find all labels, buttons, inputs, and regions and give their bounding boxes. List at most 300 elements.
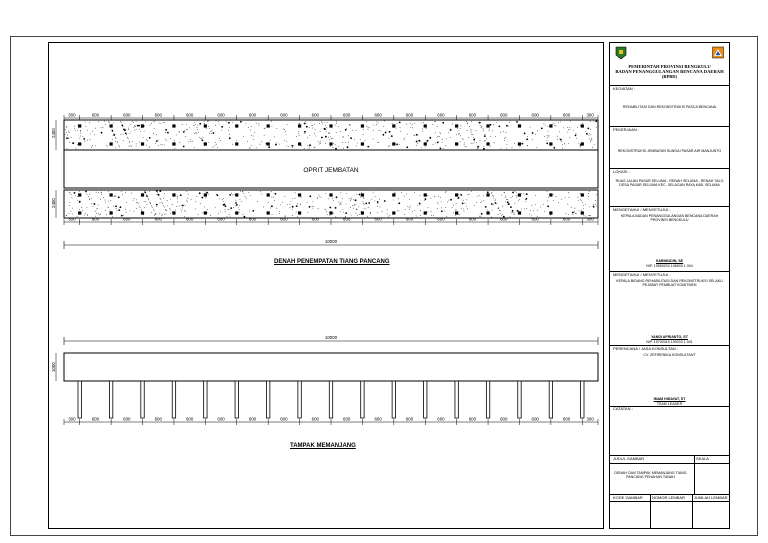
stipple-dot [505,202,506,203]
stipple-dot [351,215,352,216]
stipple-dot [292,209,293,210]
stipple-dot [154,121,155,122]
stipple-dot [214,145,215,146]
stipple-dot [279,144,280,145]
stipple-dot [524,133,526,135]
stipple-dot [340,204,341,205]
stipple-dot [131,132,132,133]
stipple-dot [467,123,468,124]
stipple-dot [284,140,285,141]
stipple-dot [471,130,472,131]
stipple-dot [209,128,210,129]
stipple-dot [414,123,415,124]
stipple-dot [399,211,400,212]
stipple-dot [483,195,484,196]
stipple-dot [596,206,597,207]
stipple-dot [479,216,480,217]
stipple-dot [263,207,264,208]
stipple-dot [165,209,166,210]
stipple-dot [589,206,590,207]
stipple-dot [147,204,148,205]
judul-value: DENAH DAN TAMPAK MEMANJANG TIANG PANCANG PENAHAN TANAH [614,471,687,480]
stipple-dot [380,207,381,208]
stipple-dot [474,142,475,143]
stipple-dot [410,127,411,128]
stipple-dot [107,147,108,148]
stipple-dot [67,148,68,149]
stipple-dot [420,141,421,142]
stipple-dot [512,196,513,197]
pekerjaan-value: REKONSTRUKSI JEMBATAN SUNGAI PASAR AIR MANJUNTO [617,149,722,153]
stipple-dot [548,197,549,198]
stipple-dot [252,210,254,212]
stipple-dot [257,201,258,202]
stipple-dot [134,211,135,212]
stipple-dot [589,133,590,134]
stipple-dot [249,211,250,212]
stipple-dot [195,209,196,210]
stipple-dot [84,215,85,216]
pile-marker [110,142,113,145]
stipple-dot [256,147,257,148]
stipple-dot [72,197,73,198]
stipple-dot [163,122,164,123]
stipple-dot [290,207,291,208]
stipple-dot [354,140,355,141]
stipple-dot [398,198,399,199]
stipple-dot [320,143,321,144]
stipple-dot [77,130,78,131]
stipple-dot [426,128,427,129]
pile-marker [298,193,301,196]
stipple-dot [264,135,265,136]
stipple-dot [580,147,581,148]
stipple-dot [338,146,339,147]
stipple-dot [272,126,273,127]
stipple-dot [476,142,477,143]
stipple-dot [480,125,481,126]
stipple-dot [440,132,441,133]
stipple-dot [74,128,75,129]
stipple-dot [485,140,486,141]
stipple-dot [87,215,88,216]
stipple-dot [409,207,410,208]
stipple-dot [304,131,306,133]
stipple-dot [499,126,501,128]
pile-marker [78,193,81,196]
stipple-dot [420,210,421,211]
stipple-dot [452,124,453,125]
stipple-dot [325,209,326,210]
elev-dim-label: 300 [586,416,594,422]
stipple-dot [134,125,135,126]
stipple-dot [98,121,99,122]
stipple-dot [346,193,347,194]
plan-mid-dim-label: 600 [500,216,508,222]
stipple-dot [194,122,195,123]
stipple-dot [300,204,301,205]
stipple-dot [203,212,204,213]
stipple-dot [485,134,486,135]
plan-bottom-height-label: 2400 [51,198,56,208]
stipple-dot [493,196,494,197]
stipple-dot [136,208,137,209]
stipple-dot [340,211,341,212]
stipple-dot [388,217,389,218]
stipple-dot [592,139,593,140]
stipple-dot [183,146,185,148]
stipple-dot [325,143,326,144]
stipple-dot [494,142,495,143]
stipple-dot [505,197,506,198]
plan-mid-dim-label: 600 [280,216,288,222]
pile-shaft [329,381,332,418]
stipple-dot [422,131,423,132]
stipple-dot [506,126,507,127]
stipple-dot [230,216,231,217]
stipple-dot [77,144,78,145]
stipple-dot [342,198,343,199]
stipple-dot [205,192,206,193]
stipple-dot [442,122,444,124]
stipple-dot [420,205,421,206]
stipple-dot [368,127,369,128]
stipple-dot [307,212,308,213]
stipple-dot [523,193,524,194]
perencana-person: IMAM HIDAYAT, ST [653,397,686,401]
stipple-dot [155,143,156,144]
stipple-dot [115,137,116,138]
stipple-dot [206,128,207,129]
stipple-dot [149,191,150,192]
stipple-dot [585,204,586,205]
stipple-dot [586,133,588,135]
stipple-dot [329,207,331,209]
stipple-dot [165,129,167,131]
stipple-dot [324,122,325,123]
stipple-dot [189,128,190,129]
stipple-dot [223,201,224,202]
stipple-dot [128,129,129,130]
stipple-dot [123,129,125,131]
stipple-dot [115,206,117,208]
stipple-dot [575,213,576,214]
stipple-dot [435,133,436,134]
stipple-dot [547,191,548,192]
stipple-dot [126,202,127,203]
stipple-dot [187,201,188,202]
stipple-dot [81,207,82,208]
stipple-dot [309,127,310,128]
stipple-dot [369,127,370,128]
stipple-dot [133,127,134,128]
stipple-dot [472,134,473,135]
stipple-dot [341,202,342,203]
stipple-dot [123,215,124,216]
stipple-dot [338,126,339,127]
stipple-dot [295,192,296,193]
nomor-label: NOMOR LEMBAR [652,495,685,500]
stipple-dot [103,127,104,128]
mengetahui2-label: MENGETAHUI / MENYETUJUI : [613,272,671,277]
stipple-dot [197,127,198,128]
pile-marker [455,124,458,127]
stipple-dot [421,148,422,149]
stipple-dot [549,136,550,137]
stipple-dot [375,201,376,202]
stipple-dot [377,212,378,213]
stipple-dot [87,194,88,195]
stipple-dot [328,199,329,200]
stipple-dot [431,211,432,212]
stipple-dot [544,211,545,212]
stipple-dot [162,202,163,203]
stipple-dot [312,206,313,207]
stipple-dot [397,210,398,211]
pile-marker [581,142,584,145]
stipple-dot [434,121,435,122]
stipple-dot [69,138,70,139]
stipple-dot [277,143,278,144]
stipple-dot [155,213,156,214]
stipple-dot [489,129,490,130]
stipple-dot [230,207,232,209]
stipple-dot [502,206,503,207]
stipple-dot [357,215,358,216]
stipple-dot [349,198,350,199]
stipple-dot [589,135,590,136]
pile-marker [172,211,175,214]
stipple-dot [502,214,503,215]
stipple-dot [467,130,468,131]
stipple-dot [466,206,467,207]
stipple-dot [192,141,193,142]
stipple-dot [129,146,130,147]
stipple-dot [85,122,86,123]
stipple-dot [514,143,515,144]
stipple-dot [544,124,545,125]
pile-marker [235,142,238,145]
stipple-dot [154,128,155,129]
stipple-dot [250,147,251,148]
pile-marker [172,124,175,127]
stipple-dot [518,201,519,202]
stipple-dot [574,213,575,214]
stipple-dot [96,192,97,193]
stipple-dot [404,196,405,197]
stipple-dot [336,196,338,198]
stipple-dot [404,138,405,139]
plan-mid-dim-label: 600 [217,216,225,222]
stipple-dot [236,200,237,201]
stipple-dot [113,134,115,136]
stipple-dot [167,132,169,134]
stipple-dot [155,214,156,215]
stipple-dot [425,198,427,200]
stipple-dot [571,207,572,208]
stipple-dot [71,137,72,138]
stipple-dot [595,200,596,201]
stipple-dot [359,214,360,215]
stipple-dot [228,209,229,210]
stipple-dot [532,132,534,134]
stipple-dot [351,198,352,199]
stipple-dot [422,129,423,130]
stipple-dot [508,126,509,127]
pile-marker [141,193,144,196]
stipple-dot [105,210,106,211]
stipple-dot [406,146,408,148]
stipple-dot [400,131,401,132]
stipple-dot [396,128,397,129]
stipple-dot [331,138,332,139]
stipple-dot [291,145,292,146]
stipple-dot [329,139,330,140]
stipple-dot [319,144,320,145]
stipple-dot [516,192,517,193]
plan-top-dim-label: 600 [154,112,162,118]
stipple-dot [573,214,574,215]
kegiatan-label: KEGIATAN : [613,86,635,91]
stipple-dot [154,122,155,123]
stipple-dot [554,123,555,124]
stipple-dot [435,143,436,144]
stipple-dot [418,135,419,136]
stipple-dot [232,144,233,145]
stipple-dot [580,200,581,201]
stipple-dot [186,191,187,192]
pile-marker [392,142,395,145]
stipple-dot [561,199,562,200]
stipple-dot [186,129,187,130]
stipple-dot [409,209,410,210]
pile-shaft [141,381,144,418]
stipple-dot [558,202,559,203]
pile-marker [110,211,113,214]
plan-top-dim-label: 600 [185,112,194,118]
stipple-dot [196,196,197,197]
stipple-dot [596,127,597,128]
pile-marker [329,211,332,214]
plan-top-dim-label: 600 [531,112,539,118]
stipple-dot [469,126,470,127]
stipple-dot [120,121,121,122]
stipple-dot [315,129,316,130]
stipple-dot [297,203,298,204]
stipple-dot [160,198,161,199]
stipple-dot [569,127,570,128]
stipple-dot [68,137,69,138]
pile-shaft [424,381,427,418]
stipple-dot [516,195,517,196]
stipple-dot [490,136,491,137]
stipple-dot [181,211,182,212]
pile-marker [329,124,332,127]
stipple-dot [535,204,536,205]
pile-marker [110,124,113,127]
stipple-dot [239,205,240,206]
stipple-dot [356,146,357,147]
stipple-dot [159,190,161,192]
stipple-dot [378,123,379,124]
stipple-dot [80,130,81,131]
stipple-dot [506,148,507,149]
stipple-dot [379,199,380,200]
stipple-dot [74,192,76,194]
stipple-dot [376,122,377,123]
pile-shaft [78,381,81,418]
plan-top-dim-label: 600 [562,112,571,118]
stipple-dot [426,141,427,142]
stipple-dot [71,211,72,212]
stipple-dot [139,142,140,143]
stipple-dot [315,147,316,148]
stipple-dot [203,137,204,138]
stipple-dot [367,146,369,148]
stipple-dot [420,215,421,216]
stipple-dot [497,203,498,204]
pile-marker [392,193,395,196]
stipple-dot [301,197,302,198]
stipple-dot [526,198,528,200]
stipple-dot [537,130,538,131]
mengetahui1-name: SARIMUDIN, SE [655,259,684,263]
stipple-dot [104,121,105,122]
pile-shaft [235,381,238,418]
stipple-dot [466,121,467,122]
stipple-dot [513,214,514,215]
stipple-dot [218,121,219,122]
stipple-dot [540,207,541,208]
stipple-dot [112,130,114,132]
stipple-dot [330,137,331,138]
stipple-dot [256,123,257,124]
stipple-dot [567,204,568,205]
stipple-dot [136,144,137,145]
stipple-dot [274,200,275,201]
stipple-dot [158,194,160,196]
stipple-dot [479,195,480,196]
plan-view-title: DENAH PENEMPATAN TIANG PANCANG [274,259,390,265]
stipple-dot [514,214,515,215]
stipple-dot [231,193,232,194]
stipple-dot [477,196,478,197]
stipple-dot [317,198,318,199]
stipple-dot [392,123,393,124]
plan-top-dim-label: 600 [217,112,225,118]
stipple-dot [437,126,438,127]
stipple-dot [595,121,597,123]
stipple-dot [163,198,164,199]
stipple-dot [478,148,479,149]
stipple-dot [216,144,217,145]
stipple-dot [251,135,252,136]
stipple-dot [441,208,442,209]
stipple-dot [113,206,114,207]
stipple-dot [471,132,472,133]
stipple-dot [557,139,558,140]
stipple-dot [417,205,418,206]
stipple-dot [483,200,484,201]
stipple-dot [433,215,434,216]
stipple-dot [156,190,158,192]
stipple-dot [133,122,134,123]
stipple-dot [370,213,371,214]
stipple-dot [222,199,223,200]
stipple-dot [138,203,139,204]
plan-top-dim-label: 600 [311,112,319,118]
stipple-dot [325,136,327,138]
